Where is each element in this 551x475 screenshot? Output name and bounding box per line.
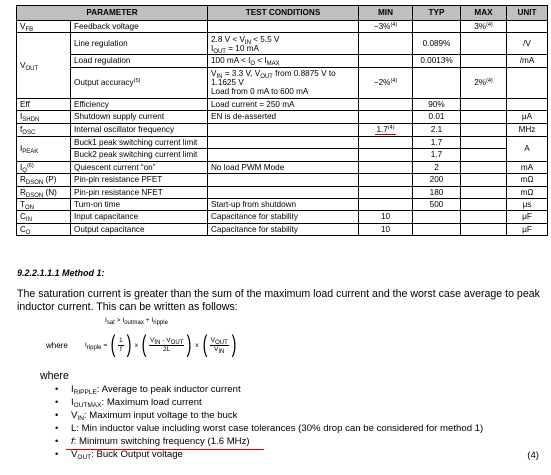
fraction-vin-minus-vout: $\frac{V_{IN} - V_{OUT}}{2L}$: [150, 336, 184, 353]
min-cell: [359, 98, 413, 110]
min-cell: [359, 161, 413, 173]
typ-cell: [413, 21, 461, 33]
header-unit: UNIT: [507, 6, 548, 21]
header-test-conditions: TEST CONDITIONS: [208, 6, 359, 21]
right-paren: ): [231, 331, 237, 358]
body-paragraph: The saturation current is greater than the sum of the maximum load current and the worst case average to peak inductor current. This can be written as follows:: [17, 288, 540, 313]
list-item: • $V_{IN}$: Maximum input voltage to the buck: [55, 410, 238, 422]
conditions-cell: [208, 137, 359, 149]
left-paren: (: [202, 331, 208, 358]
symbol-cell: $I_Q^{(6)}$: [17, 161, 71, 173]
unit-cell: μF: [507, 223, 548, 235]
max-cell: 3%$^{(4)}$: [461, 21, 507, 33]
table-row: [17, 111, 548, 123]
conditions-cell: [208, 21, 359, 33]
times-sign: x: [195, 341, 199, 349]
min-cell: [359, 199, 413, 211]
list-item: • L: Min inductor value including worst case tolerances (30% drop can be considered for method 1): [55, 423, 484, 434]
unit-cell: [507, 67, 548, 98]
unit-cell: mA: [507, 161, 548, 173]
max-cell: [461, 111, 507, 123]
max-cell: 2%$^{(4)}$: [461, 67, 507, 98]
symbol-cell: $f_{OSC}$: [17, 123, 71, 136]
unit-cell: mΩ: [507, 186, 548, 198]
unit-cell: μF: [507, 211, 548, 223]
symbol-cell: Eff: [17, 98, 71, 110]
table-row: [17, 55, 548, 67]
min-cell: [359, 33, 413, 55]
min-cell: −2%$^{(4)}$: [359, 67, 413, 98]
table-row: [17, 161, 548, 173]
min-cell: 10: [359, 211, 413, 223]
conditions-cell: [208, 174, 359, 186]
max-cell: [461, 123, 507, 136]
max-cell: [461, 149, 507, 161]
header-min: MIN: [359, 6, 413, 21]
table-row: [17, 149, 548, 161]
left-paren: (: [141, 331, 147, 358]
equals-sign: =: [101, 341, 110, 349]
header-typ: TYP: [413, 6, 461, 21]
saturation-formula: $I_{sat} > I_{outmax} + I_{ripple}$: [105, 317, 168, 326]
min-cell: [359, 186, 413, 198]
list-item: • f: Minimum switching frequency (1.6 MHz): [55, 436, 250, 447]
table-row: [17, 211, 548, 223]
list-item: • $V_{OUT}$: Buck Output voltage: [55, 449, 183, 461]
typ-cell: 2: [413, 161, 461, 173]
unit-cell: /mA: [507, 55, 548, 67]
times-sign: x: [134, 341, 139, 349]
symbol-cell: $I_{PEAK}$: [17, 137, 71, 162]
description-cell: Output accuracy$^{(5)}$: [71, 67, 208, 98]
table-row: [17, 21, 548, 33]
typ-cell: 1.7: [413, 137, 461, 149]
typ-cell: 500: [413, 199, 461, 211]
header-parameter: PARAMETER: [17, 6, 208, 21]
min-cell: [359, 149, 413, 161]
unit-cell: mΩ: [507, 174, 548, 186]
min-cell: [359, 174, 413, 186]
ripple-formula: [85, 332, 238, 358]
typ-cell: [413, 211, 461, 223]
fraction-vout-over-vin: $\frac{V_{OUT}}{V_{IN}}$: [210, 336, 228, 355]
section-heading: 9.2.2.1.1.1 Method 1:: [17, 268, 105, 278]
max-cell: [461, 55, 507, 67]
conditions-cell: EN is de-asserted: [208, 111, 359, 123]
description-cell: Buck2 peak switching current limit: [71, 149, 208, 161]
symbol-cell: $C_O$: [17, 223, 71, 235]
list-item: • $I_{OUTMAX}$: Maximum load current: [55, 397, 202, 409]
right-paren: ): [186, 331, 192, 358]
typ-cell: 200: [413, 174, 461, 186]
equation-number: (4): [527, 450, 539, 461]
description-cell: Efficiency: [71, 98, 208, 110]
symbol-cell: $C_{IN}$: [17, 211, 71, 223]
table-row: [17, 137, 548, 149]
table-header-row: [17, 6, 548, 21]
conditions-cell: Capacitance for stability: [208, 211, 359, 223]
min-cell: [359, 111, 413, 123]
red-annotation-underline: 1.7$^{(4)}$: [376, 124, 395, 134]
max-cell: [461, 98, 507, 110]
conditions-cell: 2.8 $V < V_{IN} < 5.5$ V $I_{OUT} = 10$ mA: [208, 33, 359, 55]
symbol-cell: $V_{OUT}$: [17, 33, 71, 98]
typ-cell: 0.01: [413, 111, 461, 123]
description-cell: Buck1 peak switching current limit: [71, 137, 208, 149]
description-cell: Load regulation: [71, 55, 208, 67]
description-cell: Pin-pin resistance NFET: [71, 186, 208, 198]
unit-cell: [507, 98, 548, 110]
unit-cell: [507, 21, 548, 33]
description-cell: Shutdown supply current: [71, 111, 208, 123]
max-cell: [461, 223, 507, 235]
typ-cell: 180: [413, 186, 461, 198]
max-cell: [461, 33, 507, 55]
unit-cell: μs: [507, 199, 548, 211]
conditions-cell: $V_{IN} = 3.3$ V, $V_{OUT}$ from 0.8875 V to 1.1625 V Load from 0 mA to 600 mA: [208, 67, 359, 98]
ripple-lhs: $I_{ripple}$: [85, 341, 102, 351]
max-cell: [461, 199, 507, 211]
description-cell: Feedback voltage: [71, 21, 208, 33]
fraction-one-over-f: $\frac{1}{f}$: [119, 336, 123, 353]
min-cell: [359, 137, 413, 149]
typ-cell: 2.1: [413, 123, 461, 136]
min-cell: [359, 123, 413, 136]
min-cell: 10: [359, 223, 413, 235]
conditions-cell: 100 mA < $I_O < I_{MAX}$: [208, 55, 359, 67]
typ-cell: 0.0013%: [413, 55, 461, 67]
where-label: where: [46, 341, 68, 350]
conditions-cell: [208, 149, 359, 161]
right-paren: ): [126, 331, 132, 358]
table-row: [17, 67, 548, 98]
symbol-cell: $R_{DSON}$ (P): [17, 174, 71, 186]
typ-cell: 1.7: [413, 149, 461, 161]
table-row: [17, 174, 548, 186]
symbol-cell: $I_{SHDN}$: [17, 111, 71, 123]
unit-cell: MHz: [507, 123, 548, 136]
max-cell: [461, 137, 507, 149]
table-row: [17, 98, 548, 110]
conditions-cell: No load PWM Mode: [208, 161, 359, 173]
unit-cell: A: [507, 137, 548, 162]
min-cell: [359, 55, 413, 67]
description-cell: Output capacitance: [71, 223, 208, 235]
red-annotation-underline: [66, 449, 264, 450]
min-cell: −3%$^{(4)}$: [359, 21, 413, 33]
max-cell: [461, 211, 507, 223]
conditions-cell: Start-up from shutdown: [208, 199, 359, 211]
description-cell: Pin-pin resistance PFET: [71, 174, 208, 186]
unit-cell: /V: [507, 33, 548, 55]
left-paren: (: [110, 331, 116, 358]
unit-cell: μA: [507, 111, 548, 123]
conditions-cell: Load current = 250 mA: [208, 98, 359, 110]
table-row: [17, 186, 548, 198]
table-row: [17, 199, 548, 211]
typ-cell: 90%: [413, 98, 461, 110]
electrical-characteristics-table: [16, 5, 548, 236]
max-cell: [461, 186, 507, 198]
symbol-cell: $T_{ON}$: [17, 199, 71, 211]
typ-cell: 0.089%: [413, 33, 461, 55]
conditions-cell: [208, 186, 359, 198]
conditions-cell: [208, 123, 359, 136]
description-cell: Internal oscillator frequency: [71, 123, 208, 136]
typ-cell: [413, 223, 461, 235]
description-cell: Turn-on time: [71, 199, 208, 211]
table-row: [17, 123, 548, 136]
description-cell: Quiescent current “on”: [71, 161, 208, 173]
symbol-cell: $V_{FB}$: [17, 21, 71, 33]
table-row: [17, 33, 548, 55]
header-max: MAX: [461, 6, 507, 21]
max-cell: [461, 174, 507, 186]
max-cell: [461, 161, 507, 173]
table-row: [17, 223, 548, 235]
typ-cell: [413, 67, 461, 98]
description-cell: Input capacitance: [71, 211, 208, 223]
list-item: • $I_{RIPPLE}$: Average to peak inductor current: [55, 384, 241, 396]
description-cell: Line regulation: [71, 33, 208, 55]
symbol-cell: $R_{DSON}$ (N): [17, 186, 71, 198]
where-label: where: [40, 370, 69, 382]
conditions-cell: Capacitance for stability: [208, 223, 359, 235]
